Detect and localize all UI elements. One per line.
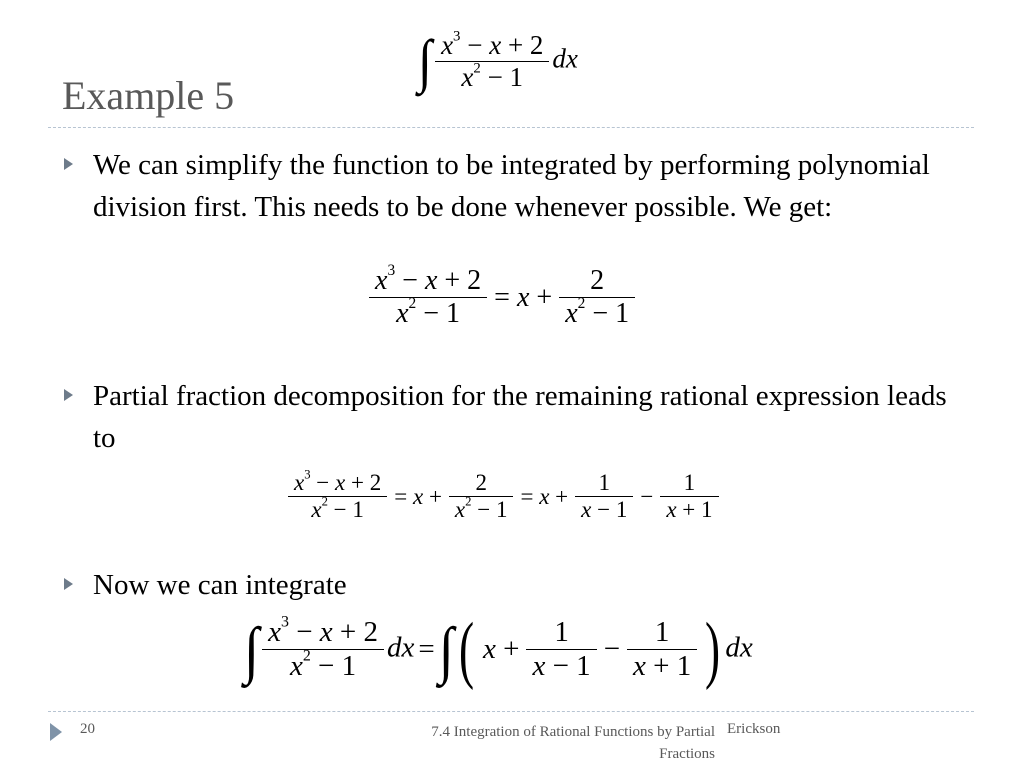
footer-author: Erickson xyxy=(727,721,781,737)
bullet-text-3: Now we can integrate xyxy=(93,569,347,601)
page-number: 20 xyxy=(80,721,95,737)
bullet-text-2: Partial fraction decomposition for the remaining rational expression leads to xyxy=(93,380,947,454)
bullet-marker-3 xyxy=(64,578,73,590)
bullet-text-1: We can simplify the function to be integrated by performing polynomial division first. This needs to be done whenever possible. We get: xyxy=(93,149,930,223)
equation-polynomial-division: $\frac{x^3 - x + 2}{x^2 - 1}$ = x + $\frac{2}{x^2 - 1}$ xyxy=(366,265,638,330)
slide-title: Example 5 xyxy=(62,73,235,118)
footer-divider xyxy=(48,711,974,712)
bullet-marker-1 xyxy=(64,158,73,170)
bullet-marker-2 xyxy=(64,389,73,401)
footer-course-title: 7.4 Integration of Rational Functions by Partial Fractions xyxy=(431,724,715,762)
footer-arrow-icon xyxy=(50,723,62,741)
header-integral: ∫ $\frac{x^3 - x + 2}{x^2 - 1}$ dx xyxy=(418,28,578,95)
equation-partial-fractions: $\frac{x^3 - x + 2}{x^2 - 1}$ = x + $\frac{2}{x^2 - 1}$ = x + $\frac{1}{x - 1}$ − $\frac{1}{x + 1}$ xyxy=(285,470,722,523)
equation-integral: ∫ $\frac{x^3 - x + 2}{x^2 - 1}$ dx =∫( x + $\frac{1}{x - 1}$ − $\frac{1}{x + 1}$ ) dx xyxy=(244,608,753,691)
title-divider xyxy=(48,127,974,128)
